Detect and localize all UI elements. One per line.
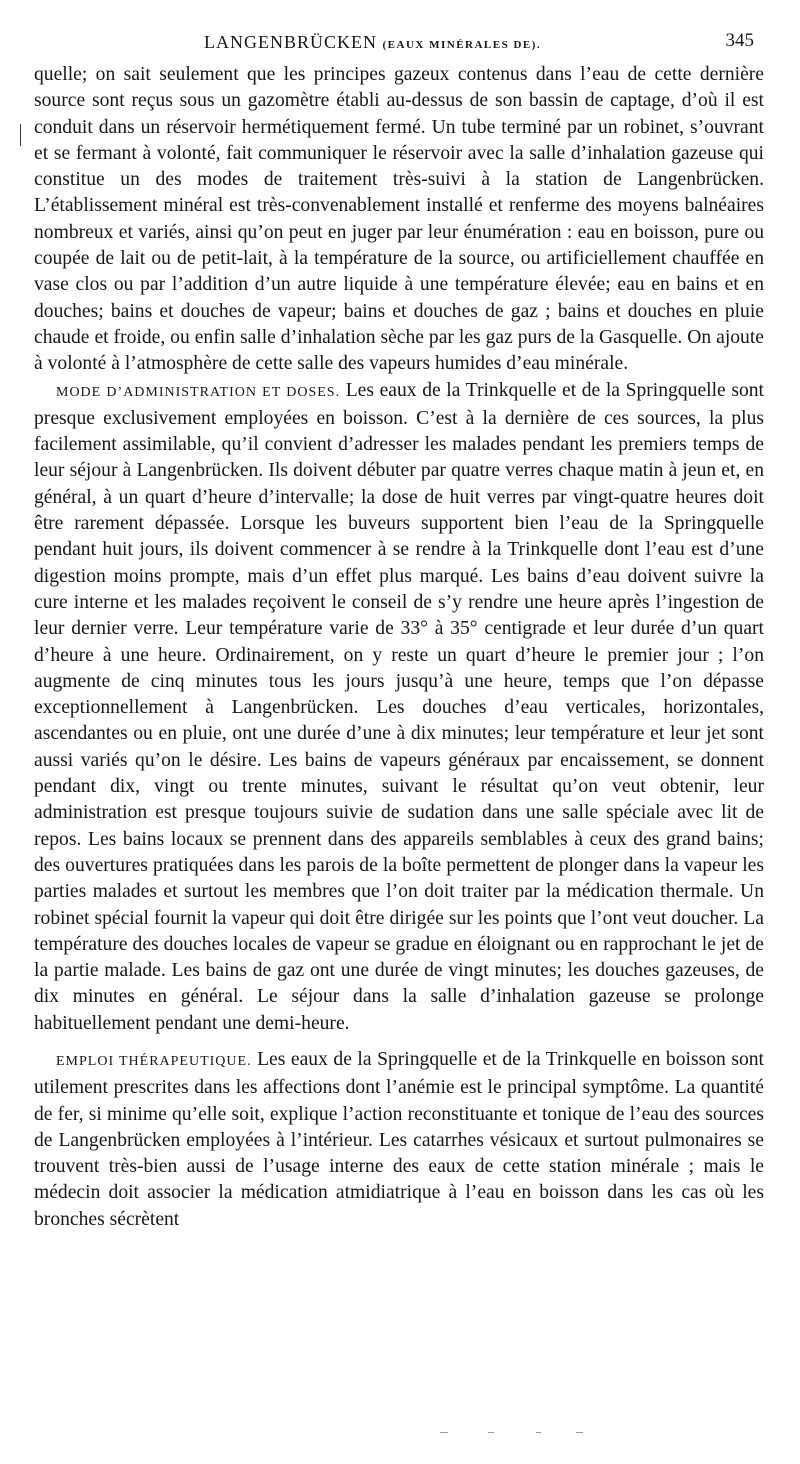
paragraph-therapeutic (34, 1047, 764, 1233)
running-head (34, 22, 764, 62)
margin-mark (20, 124, 21, 146)
body-text (34, 62, 764, 1233)
scan-specks (440, 1432, 590, 1434)
running-title (204, 32, 541, 53)
paragraph-continuation: quelle; on sait seulement que les principes gazeux contenus dans l’eau de cette dernière source sont reçus sous un gazomètre établi au-dessus de son bassin de captage, d’où il est conduit dans un réservoir hermétiquement fermé. Un tube terminé par un robinet, s’ouvrant et se fermant à volonté, fait communiquer le réservoir avec la salle d’inhalation gazeuse qui constitue un des modes de traitement très-suivi à la station de Langenbrücken. L’établissement minéral est très-convenablement installé et renferme des moyens balnéaires nombreux et variés, ainsi qu’on peut en juger par leur énumération : eau en boisson, pure ou coupée de lait ou de petit-lait, à la température de la source, ou artificiellement chauffée en vase clos ou par l’addition d’un autre liquide à une température élevée; eau en bains et en douches; bains et douches de vapeur; bains et douches de gaz ; bains et douches en pluie chaude et froide, ou enfin salle d’inhalation sèche par les gaz purs de la Gasquelle. On ajoute à volonté à l’atmosphère de cette salle des vapeurs humides d’eau minérale. (34, 64, 764, 375)
paragraph-administration (34, 378, 764, 1037)
section-heading-therapeutic: EMPLOI THÉRAPEUTIQUE. (56, 1053, 252, 1069)
paragraph-therapeutic-body: Les eaux de la Springquelle et de la Trinkquelle en boisson sont utilement prescrites dans les affections dont l’anémie est le principal symptôme. La quantité de fer, si minime qu’elle soit, explique l’action reconstituante et tonique de l’eau des sources de Langenbrücken employées à l’intérieur. Les catarrhes vésicaux et surtout pulmonaires se trouvent très-bien aussi de l’usage interne des eaux de cette station minérale ; mais le médecin doit associer la médication atmidiatrique à l’eau en boisson dans les cas où les bronches sécrètent (34, 1048, 764, 1230)
page (34, 22, 764, 1233)
running-title-main: LANGENBRÜCKEN (204, 32, 377, 52)
section-heading-administration: MODE D’ADMINISTRATION ET DOSES. (56, 384, 341, 400)
page-number: 345 (725, 30, 754, 51)
running-title-subtitle: (EAUX MINÉRALES DE). (382, 39, 542, 51)
paragraph-administration-body: Les eaux de la Trinkquelle et de la Springquelle sont presque exclusivement employées en boisson. C’est à la dernière de ces sources, la plus facilement assimilable, qu’il convient d’adresser les malades pendant les premiers temps de leur séjour à Langenbrücken. Ils doivent débuter par quatre verres chaque matin à jeun et, en général, à un quart d’heure d’intervalle; la dose de huit verres par vingt-quatre heures doit être rarement dépassée. Lorsque les buveurs supportent bien l’eau de la Springquelle pendant huit jours, ils doivent commencer à se rendre à la Trinkquelle dont l’eau est d’une digestion moins prompte, mais d’un effet plus marqué. Les bains d’eau doivent suivre la cure interne et les malades reçoivent le conseil de s’y rendre une heure après l’ingestion de leur dernier verre. Leur température varie de 33° à 35° centigrade et leur durée d’un quart d’heure à une heure. Ordinairement, on y reste un quart d’heure le premier jour ; l’on augmente de cinq minutes tous les jours jusqu’à une heure, temps que l’on dépasse exceptionnellement à Langenbrücken. Les douches d’eau verticales, horizontales, ascendantes ou en pluie, ont une durée d’une à dix minutes; leur température et leur jet sont aussi variés qu’on le désire. Les bains de vapeurs généraux par encaissement, se donnent pendant dix, vingt ou trente minutes, suivant le résultat qu’on veut obtenir, leur administration est presque toujours suivie de sudation dans une salle spéciale avec lit de repos. Les bains locaux se prennent dans des appareils semblables à ceux des grand bains; des ouvertures pratiquées dans les parois de la boîte permettent de plonger dans la vapeur les parties malades et surtout les membres que l’on doit traiter par la médication thermale. Un robinet spécial fournit la vapeur qui doit être dirigée sur les points que l’ont veut doucher. La température des douches locales de vapeur se gradue en éloignant ou en rapprochant le jet de la partie malade. Les bains de gaz ont une durée de vingt minutes; les douches gazeuses, de dix minutes en général. Le séjour dans la salle d’inhalation gazeuse se prolonge habituellement pendant une demi-heure. (34, 379, 764, 1034)
